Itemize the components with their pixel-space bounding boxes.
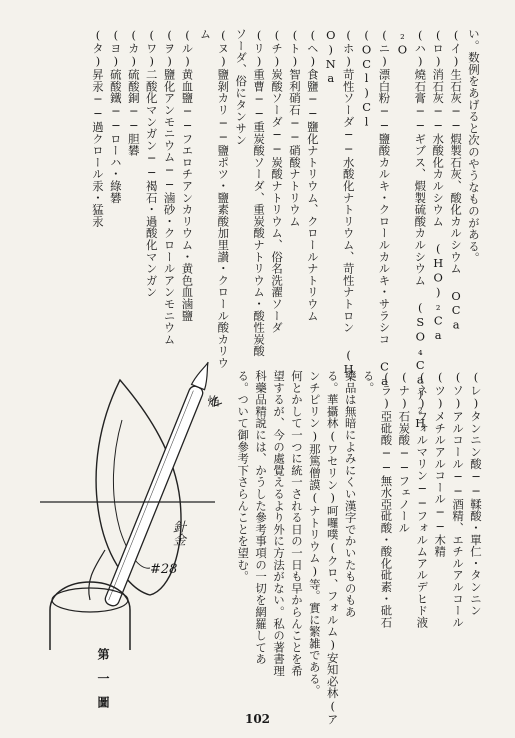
text-column: (ネ)フォルマリン──フォルムアルデヒド液 bbox=[415, 370, 430, 629]
text-column: る。華攝林(ワセリン)呵囉噗(クロ、フォルム)安知必林(ア bbox=[325, 370, 340, 726]
text-column: ₂O bbox=[395, 28, 410, 57]
text-column: ム bbox=[198, 28, 213, 40]
text-column: (ニ)漂白粉──鹽酸カルキ・クロールカルキ・サラシコ Ca bbox=[377, 28, 392, 389]
text-column: (タ)昇汞──過クロール汞・猛汞 bbox=[90, 28, 105, 228]
text-column: (レ)タンニン酸──鞣酸・單仁・タンニン bbox=[469, 370, 483, 617]
text-column: (イ)生石灰──煆製石灰、酸化カルシウム OCa bbox=[449, 28, 464, 332]
text-column: (ソ)アルコール──酒精、エチルアルコール bbox=[451, 370, 466, 629]
text-column: ンチピリン)那篤僧謨(ナトリウム)等。實に繁雑である。 bbox=[307, 370, 322, 697]
label-flame: 焔 bbox=[206, 395, 220, 407]
text-column: (ツ)メチルアルコール──木精 bbox=[433, 370, 448, 558]
text-column: 藥品は無暗によみにくい漢字でかいたものもあ bbox=[343, 370, 358, 618]
text-column: (ヘ)食鹽──鹽化ナトリウム、クロールナトリウム bbox=[305, 28, 320, 322]
text-column: (カ)硫酸銅──胆礬 bbox=[126, 28, 141, 157]
page-number: 102 bbox=[244, 712, 271, 726]
text-column: (ロ)消石灰──水酸化カルシウム (HO)₂Ca bbox=[431, 28, 446, 343]
text-column: O)Na bbox=[323, 28, 338, 86]
text-column: (ヲ)鹽化アンモニウム──滷砂・クロールアンモニウム bbox=[162, 28, 177, 346]
figure-illustration bbox=[30, 360, 260, 660]
text-column: (チ)炭酸ソーダ──炭酸ナトリウム、俗名洗濯ソーダ bbox=[270, 28, 285, 334]
text-column: (ヨ)硫酸鐵──ローハ・綠礬 bbox=[108, 28, 123, 204]
text-column: 望するが、今の處覺えるより外に方法がない。私の著書理 bbox=[272, 370, 287, 677]
figure-caption: 第一圖 bbox=[96, 648, 110, 720]
text-column: (リ)重曹──重炭酸ソーダ、重炭酸ナトリウム・酸性炭酸 bbox=[252, 28, 267, 357]
text-column: 何とかして一つに統一される日の一日も早からんことを希 bbox=[289, 370, 304, 677]
text-column: (ラ)亞砒酸──無水亞砒酸・酸化砒素・砒石 bbox=[379, 370, 394, 629]
label-needle: 針金 bbox=[170, 520, 185, 546]
text-column: ソーダ、俗にタンサン bbox=[234, 28, 249, 146]
text-column: い。数例をあげると次のやうなものがある。 bbox=[467, 28, 481, 264]
text-column: (ト)智利硝石──硝酸ナトリウム bbox=[287, 28, 302, 228]
text-column: る。 bbox=[361, 370, 376, 394]
text-column: (ナ)石炭酸──フェノール bbox=[397, 370, 412, 534]
text-column: (ル)黄血鹽──フエロチアンカリウム・黄色血滷鹽 bbox=[180, 28, 195, 322]
label-number: #28 bbox=[150, 562, 178, 577]
text-column: (OCl)Cl bbox=[359, 28, 374, 129]
text-column: 科藥品精説には、かうした參考事項の一切を網羅してあ bbox=[254, 370, 269, 665]
text-column: る。ついて御參考下さらんことを望む。 bbox=[236, 370, 251, 583]
text-column: (ワ)二酸化マンガン──褐石・過酸化マンガン bbox=[144, 28, 159, 298]
text-column: (ホ)苛性ソーダ──水酸化ナトリウム、苛性ナトロン (H bbox=[341, 28, 356, 377]
text-column: (ヌ)鹽剝カリ──鹽ポツ・鹽素酸加里讃・クロール酸カリウ bbox=[216, 28, 231, 369]
text-column: (ハ)燒石膏──ギブス、煆製硫酸カルシウム (SO₄Ca)₂H bbox=[413, 28, 428, 431]
upper-text-block bbox=[85, 28, 481, 431]
